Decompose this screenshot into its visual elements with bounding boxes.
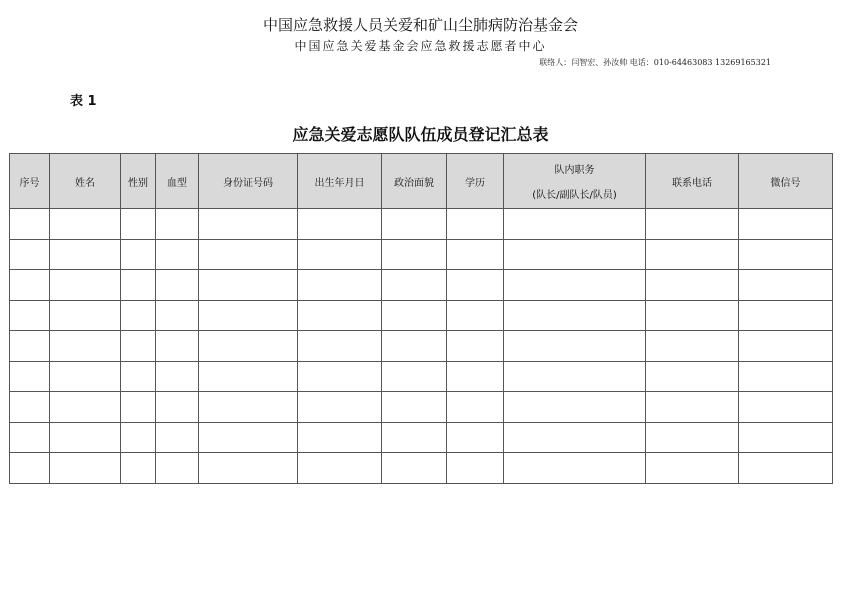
table-cell [121, 209, 156, 240]
table-cell [10, 331, 50, 362]
table-cell [199, 361, 298, 392]
table-cell [504, 422, 646, 453]
table-cell [10, 392, 50, 423]
table-cell [199, 270, 298, 301]
table-cell [382, 392, 447, 423]
team-role-sublabel: (队长/副队长/队员) [532, 190, 617, 201]
table-cell [504, 300, 646, 331]
member-registration-table [9, 153, 833, 484]
table-row [10, 392, 833, 423]
table-cell [504, 270, 646, 301]
table-cell [121, 300, 156, 331]
column-header-name: 姓名 [50, 154, 121, 209]
team-role-label: 队内职务 [554, 165, 595, 176]
table-cell [382, 331, 447, 362]
table-cell [50, 331, 121, 362]
table-cell [199, 300, 298, 331]
table-cell [739, 361, 833, 392]
organization-subtitle: 中国应急关爱基金会应急救援志愿者中心 [294, 39, 547, 53]
table-number-label: 表 1 [70, 94, 97, 109]
table-cell [382, 239, 447, 270]
table-cell [739, 453, 833, 484]
table-cell [504, 392, 646, 423]
table-cell [298, 239, 382, 270]
table-cell [50, 453, 121, 484]
column-header-id-number: 身份证号码 [199, 154, 298, 209]
table-cell [50, 361, 121, 392]
table-cell [447, 300, 504, 331]
table-cell [739, 270, 833, 301]
table-cell [199, 209, 298, 240]
table-cell [121, 453, 156, 484]
table-cell [156, 453, 199, 484]
table-row [10, 300, 833, 331]
table-cell [50, 209, 121, 240]
table-cell [121, 239, 156, 270]
table-cell [447, 422, 504, 453]
table-row [10, 422, 833, 453]
table-cell [739, 239, 833, 270]
table-cell [121, 361, 156, 392]
table-body [10, 209, 833, 484]
column-header-birth-date: 出生年月日 [298, 154, 382, 209]
table-cell [50, 392, 121, 423]
table-cell [10, 422, 50, 453]
table-cell [739, 422, 833, 453]
table-cell [382, 270, 447, 301]
table-cell [646, 239, 739, 270]
column-header-blood-type: 血型 [156, 154, 199, 209]
column-header-political-status: 政治面貌 [382, 154, 447, 209]
table-cell [121, 270, 156, 301]
table-cell [646, 422, 739, 453]
table-cell [50, 422, 121, 453]
table-cell [447, 392, 504, 423]
table-cell [646, 300, 739, 331]
table-cell [646, 209, 739, 240]
table-cell [121, 422, 156, 453]
table-cell [504, 239, 646, 270]
column-header-serial: 序号 [10, 154, 50, 209]
table-cell [156, 361, 199, 392]
table-cell [156, 331, 199, 362]
table-cell [10, 361, 50, 392]
table-cell [199, 239, 298, 270]
table-cell [382, 361, 447, 392]
table-cell [156, 270, 199, 301]
table-cell [646, 361, 739, 392]
table-cell [156, 239, 199, 270]
organization-title: 中国应急救援人员关爱和矿山尘肺病防治基金会 [262, 16, 578, 34]
table-cell [298, 209, 382, 240]
table-cell [739, 392, 833, 423]
table-cell [382, 453, 447, 484]
column-header-team-role [504, 154, 646, 209]
table-cell [10, 300, 50, 331]
table-cell [646, 331, 739, 362]
table-cell [739, 209, 833, 240]
table-cell [199, 422, 298, 453]
table-row [10, 453, 833, 484]
table-cell [298, 453, 382, 484]
table-cell [504, 209, 646, 240]
table-cell [382, 422, 447, 453]
table-cell [739, 300, 833, 331]
table-cell [447, 361, 504, 392]
table-cell [447, 331, 504, 362]
table-cell [50, 300, 121, 331]
table-cell [156, 300, 199, 331]
table-row [10, 239, 833, 270]
table-cell [156, 422, 199, 453]
table-cell [298, 422, 382, 453]
table-cell [447, 270, 504, 301]
table-title: 应急关爱志愿队队伍成员登记汇总表 [292, 125, 549, 144]
table-cell [447, 453, 504, 484]
table-cell [10, 209, 50, 240]
table-cell [121, 392, 156, 423]
table-cell [156, 392, 199, 423]
table-cell [646, 270, 739, 301]
column-header-wechat: 微信号 [739, 154, 833, 209]
table-header-row [10, 154, 833, 209]
table-cell [199, 453, 298, 484]
table-cell [447, 209, 504, 240]
table-row [10, 270, 833, 301]
table-cell [646, 392, 739, 423]
table-cell [382, 209, 447, 240]
table-cell [10, 239, 50, 270]
table-row [10, 209, 833, 240]
table-cell [156, 209, 199, 240]
table-cell [10, 270, 50, 301]
column-header-education: 学历 [447, 154, 504, 209]
table-cell [50, 239, 121, 270]
table-cell [50, 270, 121, 301]
table-cell [739, 331, 833, 362]
table-cell [504, 361, 646, 392]
table-cell [382, 300, 447, 331]
table-cell [199, 331, 298, 362]
table-cell [121, 331, 156, 362]
column-header-gender: 性别 [121, 154, 156, 209]
table-cell [504, 331, 646, 362]
table-cell [298, 361, 382, 392]
table-cell [10, 453, 50, 484]
table-cell [298, 392, 382, 423]
table-row [10, 331, 833, 362]
table-row [10, 361, 833, 392]
table-cell [298, 270, 382, 301]
table-cell [298, 300, 382, 331]
table-cell [199, 392, 298, 423]
contact-info: 联络人：闫智宏、孙汝帅 电话：010-64463083 13269165321 [539, 58, 771, 67]
table-cell [646, 453, 739, 484]
table-cell [298, 331, 382, 362]
table-cell [504, 453, 646, 484]
column-header-phone: 联系电话 [646, 154, 739, 209]
table-cell [447, 239, 504, 270]
